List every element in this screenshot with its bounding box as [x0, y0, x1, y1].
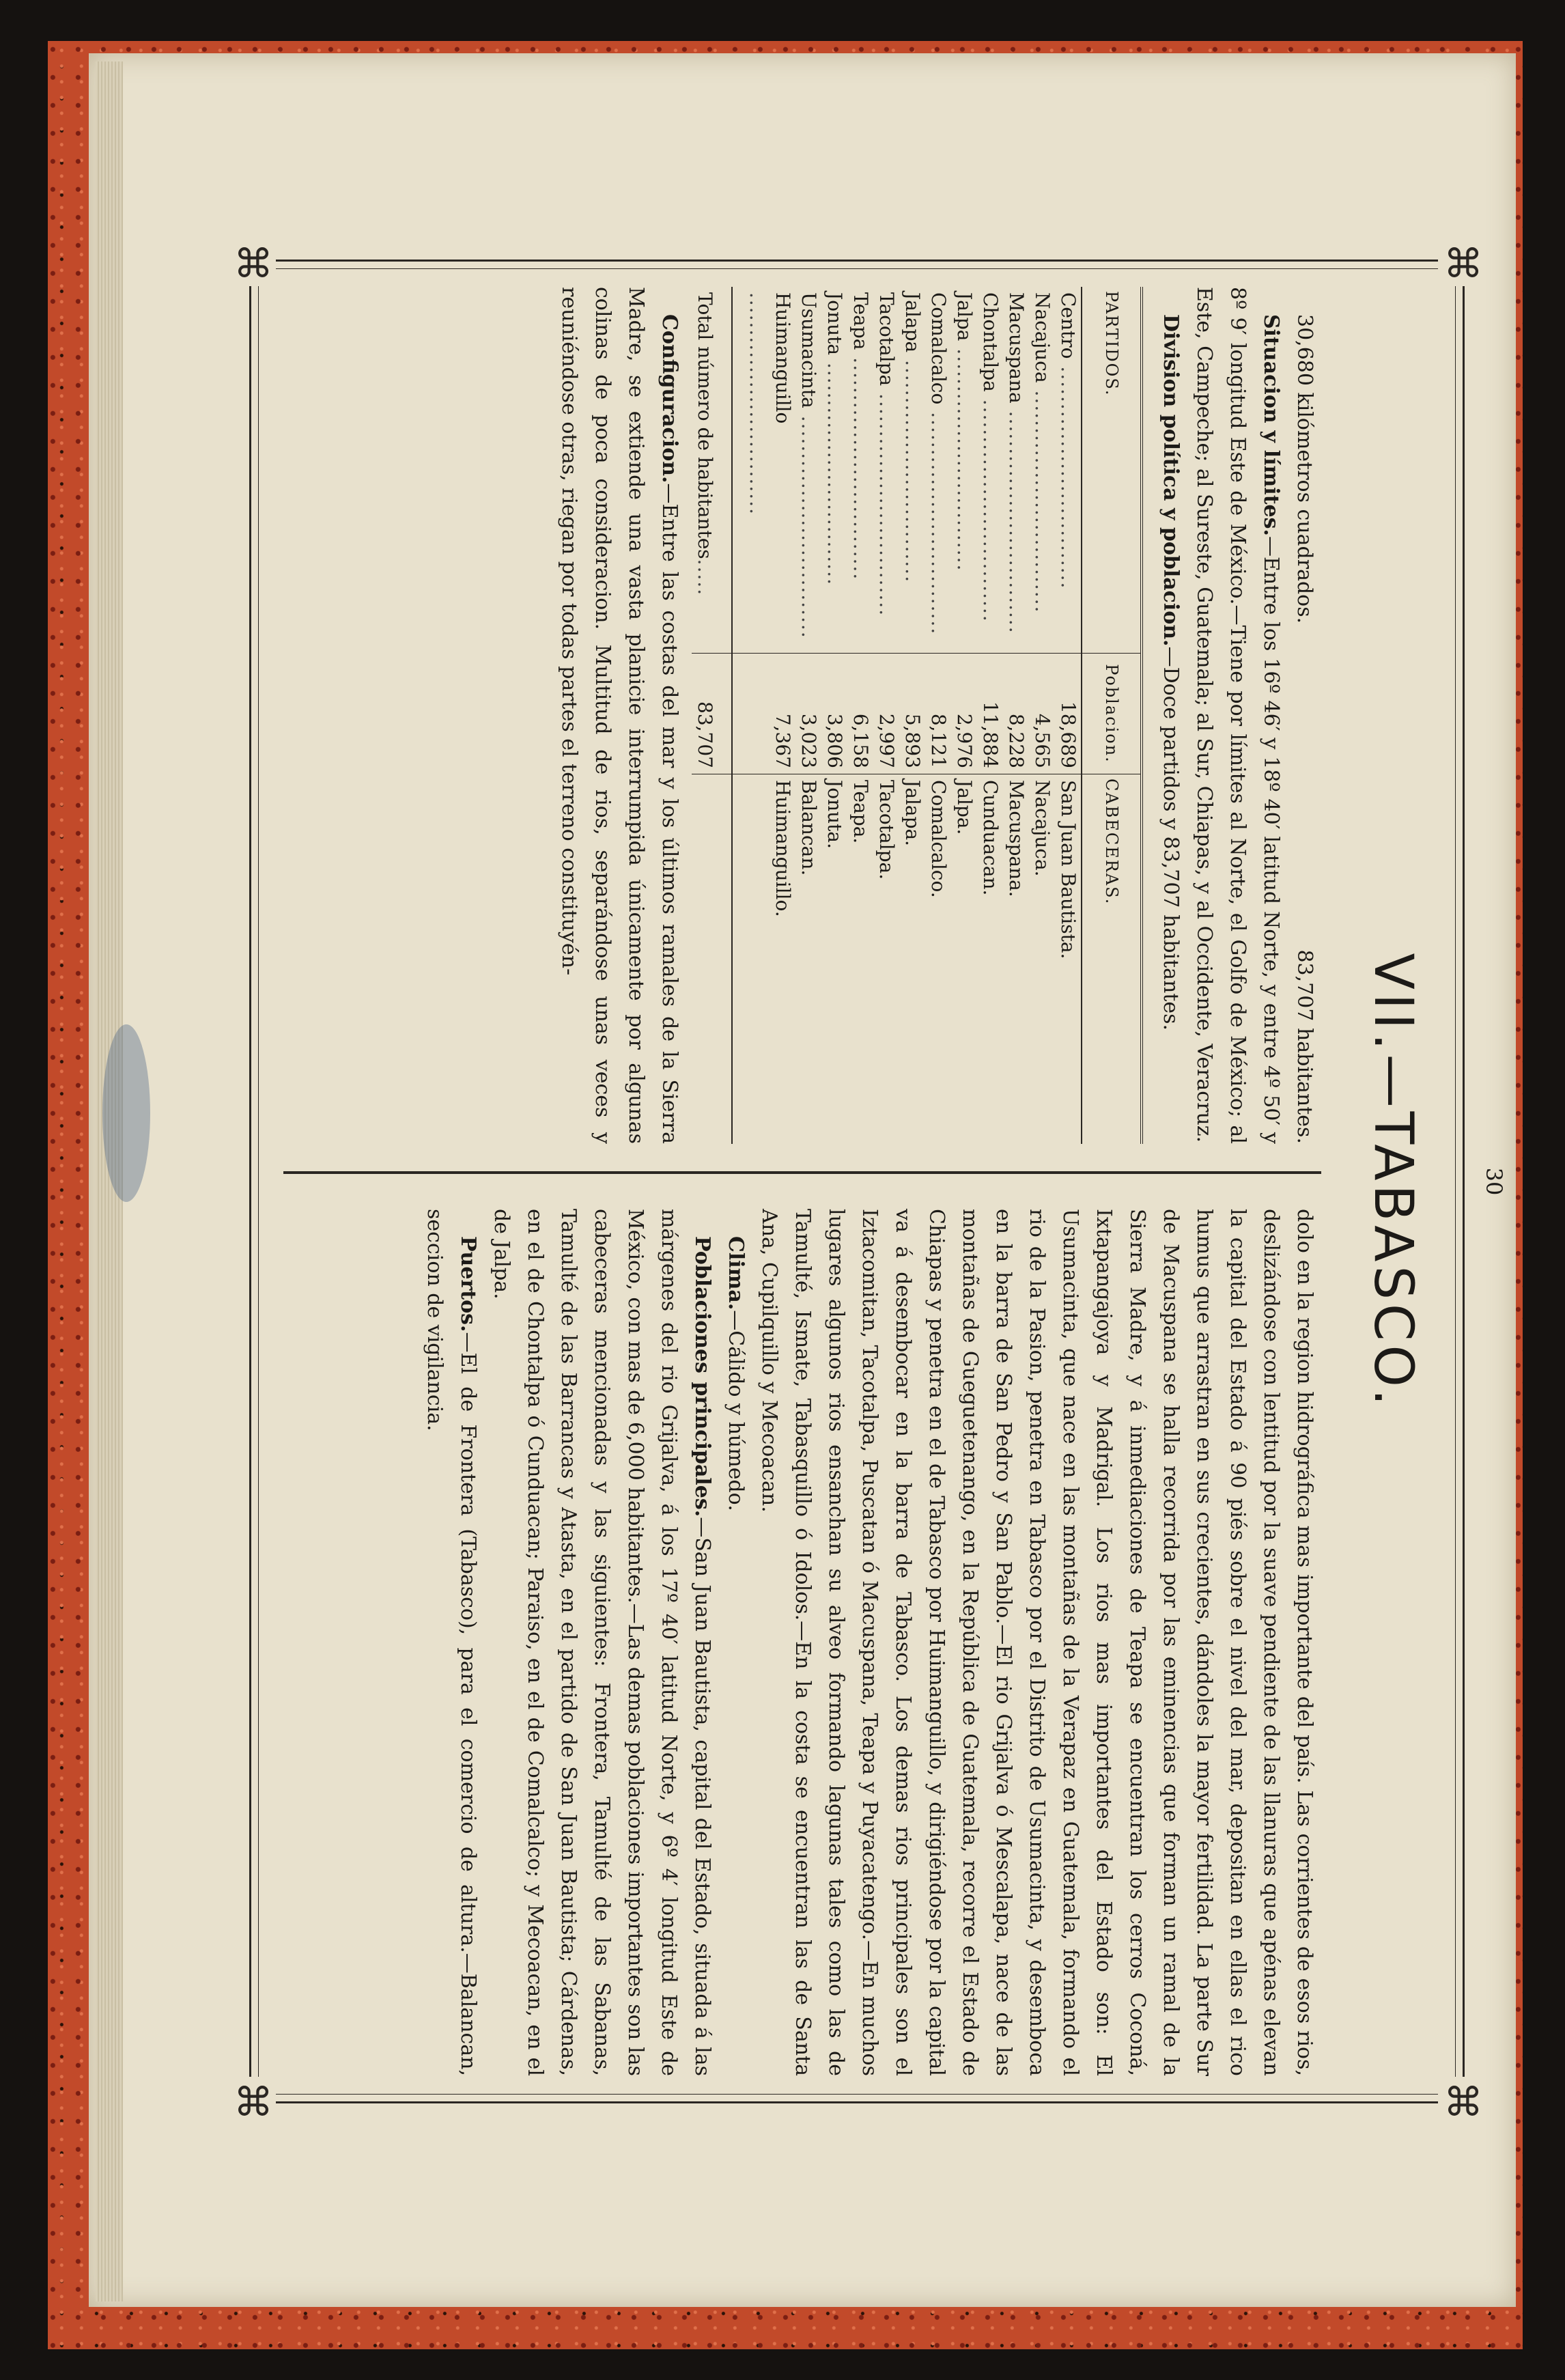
- partido-name: Teapa: [849, 292, 872, 350]
- cabecera-cell: San Juan Bautista.: [1057, 780, 1080, 960]
- corner-ornament-icon: ⌘: [228, 238, 276, 286]
- partido-name: Jalpa: [953, 292, 976, 341]
- total-label: Total número de habitantes: [694, 292, 716, 559]
- heading-poblaciones: Poblaciones principales.: [690, 1236, 714, 1517]
- table-row: [1029, 287, 1055, 1144]
- cabecera-cell: Huimanguillo.: [772, 780, 794, 917]
- partido-cell: [1055, 287, 1082, 654]
- cabecera-cell: Balancan.: [798, 780, 820, 876]
- table-total-row: [692, 287, 732, 1144]
- poblacion-cell: 2,976: [951, 654, 977, 774]
- corner-ornament-icon: ⌘: [1438, 2077, 1486, 2125]
- poblacion-cell: 4,565: [1029, 654, 1055, 774]
- dot-leader: ..............................: [927, 404, 950, 636]
- partido-cell: [1029, 287, 1055, 654]
- partido-name: Jalapa: [901, 292, 924, 353]
- table-row: [1055, 287, 1082, 1144]
- cabecera-cell: Jonuta.: [823, 780, 846, 849]
- dot-leader: ..............................: [849, 350, 872, 581]
- rotated-page-content: [229, 242, 1507, 2120]
- partido-cell: [732, 287, 795, 654]
- dot-leader: ..............................: [746, 292, 768, 516]
- total-empty-cell: [692, 774, 732, 1145]
- poblacion-cell: 6,158: [847, 654, 873, 774]
- partido-cell: [873, 287, 899, 654]
- cabecera-cell: Cunduacan.: [979, 780, 1002, 896]
- dot-leader: .....: [694, 559, 716, 597]
- paragraph-continuation: dolo en la region hidrográfica mas importante del país. Las corrientes de esos rios, deslizándose con lentitud por la suave pendiente de las llanuras que apénas elevan la capital del Estado á 90 piés sobre el nivel del mar, depositan en ellas el rico humus que arrastran en sus crecientes, dándoles la mayor fertilidad. La parte Sur de Macuspana se halla recorrida por las eminencias que forman un ramal de la Sierra Madre, y á inmediaciones de Teapa se encuentran los cerros Coconá, Ixtapangajoya y Madrigal. Los rios mas importantes del Estado son: El Usumacinta, que nace en las montañas de la Verapaz en Guatemala, formando el rio de la Pasion, penetra en Tabasco por el Distrito de Usumacinta, y desemboca en la barra de San Pedro y San Pablo.—El rio Grijalva ó Mescalapa, nace de las montañas de Gueguetenango, en la República de Guatemala, recorre el Estado de Chiapas y penetra en el de Tabasco por Huimanguillo, y dirigiéndose por la capital va á desembocar en la barra de Tabasco. Los demas rios principales son el Iztacomitan, Tacotalpa, Puscatan ó Macuspana, Teapa y Puyacatengo.—En muchos lugares algunos rios ensanchan su alveo formando lagunas tales como las de Tamulté, Ismate, Tabasquillo ó Idolos.—En la costa se encuentran las de Santa Ana, Cupilquillo y Mecoacan.: [757, 1209, 1316, 2076]
- poblacion-cell: 3,806: [821, 654, 847, 774]
- total-label-cell: [692, 287, 732, 654]
- corner-ornament-icon: ⌘: [1438, 238, 1486, 286]
- table-row: [951, 287, 977, 1144]
- table-row: [977, 287, 1003, 1144]
- partido-name: Chontalpa: [979, 292, 1002, 392]
- partido-name: Jonuta: [823, 292, 846, 356]
- heading-puertos: Puertos.: [456, 1236, 480, 1332]
- ink-stain: [102, 1024, 150, 1202]
- table-row: [732, 287, 795, 1144]
- table-row: [899, 287, 925, 1144]
- partido-cell: [951, 287, 977, 654]
- dot-leader: ..............................: [875, 386, 898, 617]
- corner-ornament-icon: ⌘: [228, 2077, 276, 2125]
- paragraph-configuracion: [552, 287, 686, 1144]
- cabecera-cell: Jalapa.: [901, 780, 924, 847]
- text-puertos: —El de Frontera (Tabasco), para el comercio de altura.—Balancan, seccion de vigilancia.: [423, 1209, 480, 2076]
- table-row: [873, 287, 899, 1144]
- dot-leader: ..............................: [953, 341, 976, 572]
- paragraph-puertos: [418, 1209, 485, 2076]
- cabecera-cell: Comalcalco.: [927, 780, 950, 898]
- partido-name: Centro: [1057, 292, 1080, 359]
- dot-leader: ..............................: [979, 391, 1002, 623]
- dot-leader: ..............................: [901, 352, 924, 584]
- partido-cell: [847, 287, 873, 654]
- dot-leader: ..............................: [823, 355, 846, 587]
- table-row: [847, 287, 873, 1144]
- poblacion-cell: 8,228: [1003, 654, 1029, 774]
- left-column: [552, 287, 1321, 1144]
- table-row: [795, 287, 821, 1144]
- table-row: [821, 287, 847, 1144]
- partido-name: Huimanguillo: [772, 292, 794, 424]
- poblacion-cell: 8,121: [925, 654, 951, 774]
- partido-cell: [1003, 287, 1029, 654]
- cabecera-cell: Teapa.: [849, 780, 872, 844]
- cabecera-cell: Nacajuca.: [1031, 780, 1054, 877]
- partido-cell: [977, 287, 1003, 654]
- total-value: 83,707: [692, 654, 732, 774]
- partido-cell: [821, 287, 847, 654]
- area-line: [1288, 287, 1321, 1144]
- table-header-row: [1082, 287, 1142, 1144]
- header-poblacion: Poblacion.: [1082, 654, 1142, 774]
- poblacion-cell: 2,997: [873, 654, 899, 774]
- heading-situacion: Situacion y límites.: [1259, 314, 1283, 536]
- partido-name: Tacotalpa: [875, 292, 898, 387]
- header-cabeceras: CABECERAS.: [1082, 774, 1142, 1145]
- poblacion-cell: 18,689: [1055, 654, 1082, 774]
- text-poblaciones: —San Juan Bautista, capital del Estado, situada á las márgenes del rio Grijalva, á los 17º 40′ latitud Norte, y 6º 4′ longitud Este de México, con mas de 6,000 habitantes.—Las demas poblaciones importantes son las cabeceras mencionadas y las siguientes: Frontera, Tamulté de las Sabanas, Tamulté de las Barrancas y Atasta, en el partido de San Juan Bautista; Cárdenas, en el de Chontalpa ó Cunduacan; Paraiso, en el de Comalcalco; y Mecoacan, en el de Jalpa.: [490, 1209, 714, 2076]
- partido-cell: [795, 287, 821, 654]
- poblacion-cell: 3,023: [795, 654, 821, 774]
- partido-name: Macuspana: [1005, 292, 1028, 404]
- partidos-table: [692, 287, 1143, 1144]
- right-column: [418, 1209, 1321, 2076]
- dot-leader: ..............................: [798, 408, 820, 639]
- heading-configuracion: Configuracion.: [658, 314, 681, 484]
- partido-cell: [899, 287, 925, 654]
- section-title: VII.—TABASCO.: [1362, 953, 1424, 1410]
- paragraph-situacion: [1187, 287, 1288, 1144]
- heading-clima: Clima.: [724, 1236, 748, 1311]
- text-division: —Doce partidos y 83,707 habitantes.: [1159, 646, 1183, 1031]
- cabecera-cell: Jalpa.: [953, 780, 976, 835]
- poblacion-cell: 5,893: [899, 654, 925, 774]
- cabecera-cell: Tacotalpa.: [875, 780, 898, 880]
- heading-division: Division política y poblacion.: [1159, 314, 1183, 647]
- column-divider: [283, 1171, 1321, 1174]
- table-body: [732, 287, 1082, 1144]
- paragraph-division: [1154, 287, 1187, 1144]
- surface-area: 30,680 kilómetros cuadrados.: [1293, 314, 1316, 624]
- text-configuracion: —Entre las costas del mar y los últimos ramales de la Sierra Madre, se extiende una vasta planicie interrumpida únicamente por algunas colinas de poca consideracion. Multitud de rios, separándose unas veces y reuniéndose otras, riegan por todas partes el terreno constituyén-: [557, 287, 681, 1144]
- text-clima: —Cálido y húmedo.: [724, 1310, 748, 1511]
- total-population: 83,707 habitantes.: [1293, 949, 1316, 1144]
- header-partidos: PARTIDOS.: [1082, 287, 1142, 654]
- table-row: [1003, 287, 1029, 1144]
- poblacion-cell: 11,884: [977, 654, 1003, 774]
- page-number: 30: [1481, 1167, 1507, 1196]
- dot-leader: ..............................: [1031, 382, 1054, 614]
- partido-name: Nacajuca: [1031, 292, 1054, 383]
- dot-leader: ..............................: [1005, 403, 1028, 634]
- text-situacion: —Entre los 16º 46′ y 18º 40′ latitud Norte, y entre 4º 50′ y 8º 9′ longitud Este de México.—Tiene por límites al Norte, el Golfo de México; al Este, Campeche; al Sureste, Guatemala; al Sur, Chiapas, y al Occidente, Veracruz.: [1192, 287, 1283, 1144]
- cabecera-cell: Macuspana.: [1005, 780, 1028, 897]
- dot-leader: ..............................: [1057, 359, 1080, 590]
- partido-name: Comalcalco: [927, 292, 950, 405]
- poblacion-cell: 7,367: [732, 654, 795, 774]
- partido-cell: [925, 287, 951, 654]
- paragraph-poblaciones: [485, 1209, 719, 2076]
- partido-name: Usumacinta: [798, 292, 820, 408]
- table-row: [925, 287, 951, 1144]
- paragraph-clima: [719, 1209, 752, 2076]
